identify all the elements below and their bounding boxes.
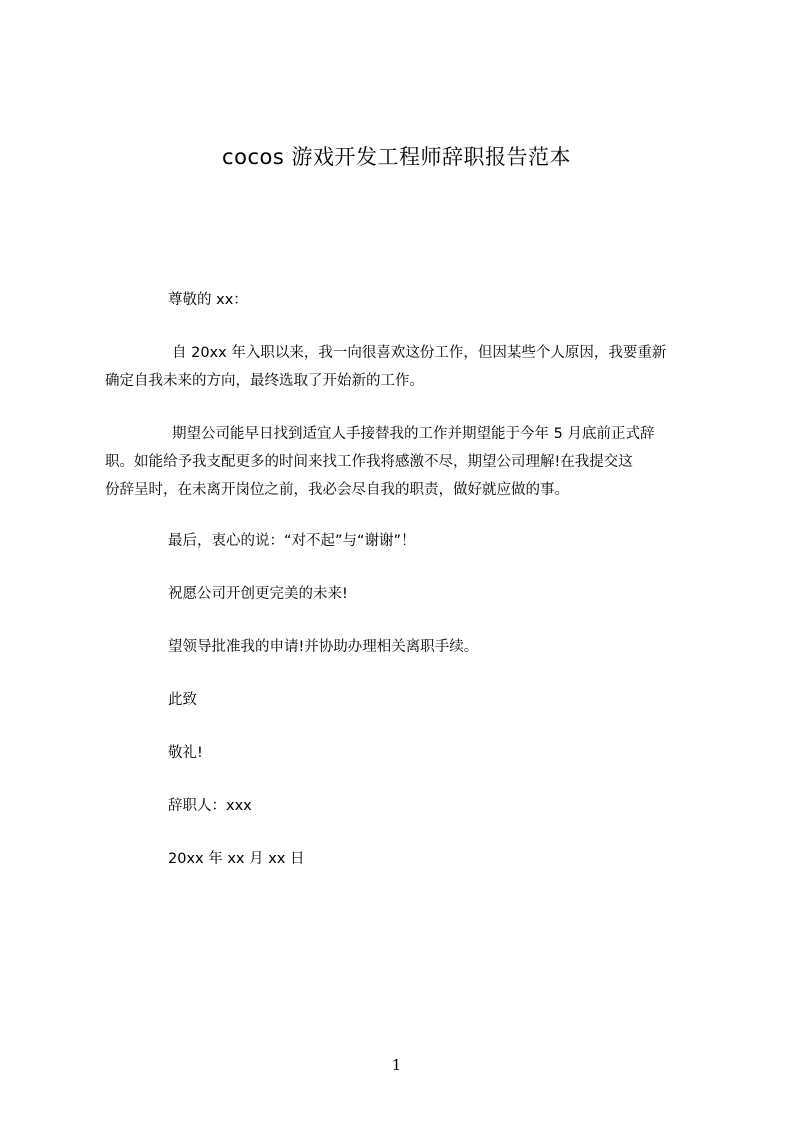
page-number: 1 (391, 1056, 402, 1074)
paragraph-2-line-3: 份辞呈时，在未离开岗位之前，我必会尽自我的职责，做好就应做的事。 (105, 482, 569, 498)
paragraph-1-line-2: 确定自我未来的方向，最终选取了开始新的工作。 (105, 373, 424, 389)
closing-request: 望领导批准我的申请!并协助办理相关离职手续。 (168, 639, 479, 655)
document-title: cocos 游戏开发工程师辞职报告范本 (222, 145, 571, 169)
paragraph-2-line-1: 期望公司能早日找到适宜人手接替我的工作并期望能于今年 5 月底前正式辞 (172, 426, 655, 442)
paragraph-2-line-2: 职。如能给予我支配更多的时间来找工作我将感激不尽，期望公司理解!在我提交这 (105, 454, 633, 470)
paragraph-1-line-1: 自 20xx 年入职以来，我一向很喜欢这份工作，但因某些个人原因，我要重新 (172, 345, 667, 361)
ci-zhi: 此致 (168, 692, 197, 708)
jing-li: 敬礼! (168, 745, 203, 761)
closing-wishes: 祝愿公司开创更完美的未来! (168, 586, 348, 602)
date: 20xx 年 xx 月 xx 日 (168, 851, 305, 867)
signer: 辞职人：xxx (168, 798, 252, 814)
salutation: 尊敬的 xx： (168, 292, 248, 308)
closing-apology: 最后，衷心的说：“对不起”与“谢谢”！ (168, 533, 416, 549)
